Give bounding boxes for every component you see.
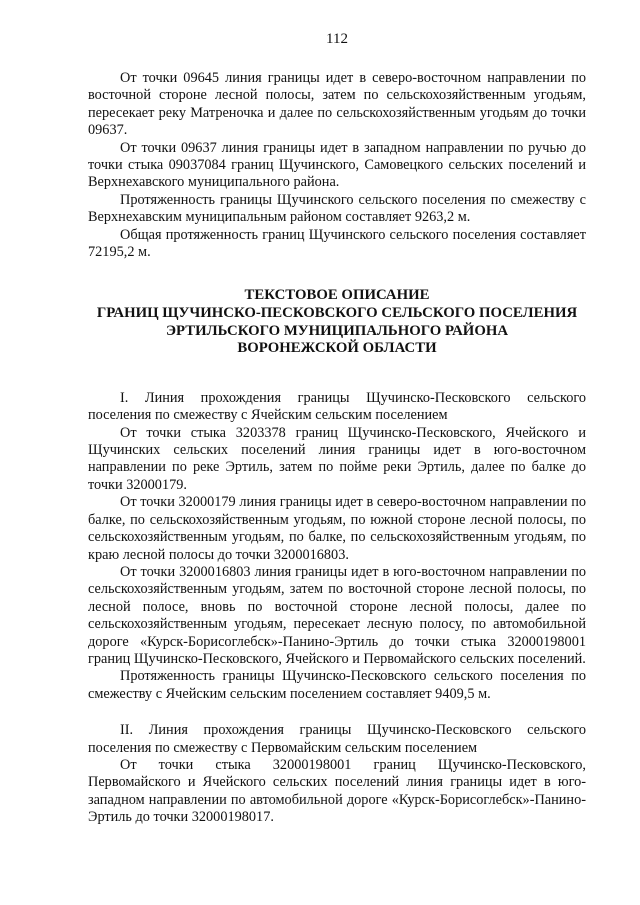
paragraph: От точки стыка 32000198001 границ Щучинско-Песковского, Первомайского и Ячейского сельских поселений линия границы идет в юго-западном направлении по автомобильной дороге «Курск-Борисоглебск»-Панино-Эртиль до точки 32000198017. [88,756,586,826]
section-1 [88,390,586,703]
paragraph: Протяженность границы Щучинского сельского поселения по смежеству с Верхнехавским муниципальным районом составляет 9263,2 м. [88,191,586,226]
heading-line: ЭРТИЛЬСКОГО МУНИЦИПАЛЬНОГО РАЙОНА [165,322,509,339]
paragraph: Общая протяженность границ Щучинского сельского поселения составляет 72195,2 м. [88,226,586,261]
section-2 [88,722,586,826]
document-page [88,30,586,827]
page-number: 112 [326,31,348,47]
paragraph: От точки 32000179 линия границы идет в северо-восточном направлении по балке, по сельскохозяйственным угодьям, по южной стороне лесной полосы, по сельскохозяйственным угодьям, по балке, по сельскохозяйственным угодьям, по краю лесной полосы до точки 3200016803. [88,494,586,563]
heading-line: ГРАНИЦ ЩУЧИНСКО-ПЕСКОВСКОГО СЕЛЬСКОГО ПОСЕЛЕНИЯ [96,305,578,322]
document-heading [88,287,586,357]
section-title: II. Линия прохождения границы Щучинско-Песковского сельского поселения по смежеству с Первомайским сельским поселением [88,722,586,756]
section-top [88,70,586,261]
paragraph: Протяженность границы Щучинско-Песковского сельского поселения по смежеству с Ячейским сельским поселением составляет 9409,5 м. [88,668,586,702]
paragraph: От точки 09637 линия границы идет в западном направлении по ручью до точки стыка 09037084 границ Щучинского, Самовецкого сельских поселений и Верхнехавского муниципального района. [88,139,586,191]
section-gap [88,703,586,722]
heading-line: ТЕКСТОВОЕ ОПИСАНИЕ [244,287,430,304]
paragraph: От точки стыка 3203378 границ Щучинско-Песковского, Ячейского и Щучинских сельских поселений линия границы идет в юго-восточном направлении по реке Эртиль, затем по пойме реки Эртиль, далее по балке до точки 32000179. [88,424,586,493]
section-title: I. Линия прохождения границы Щучинско-Песковского сельского поселения по смежеству с Ячейским сельским поселением [88,389,586,424]
heading-line: ВОРОНЕЖСКОЙ ОБЛАСТИ [237,340,437,357]
paragraph: От точки 09645 линия границы идет в северо-восточном направлении по восточной стороне лесной полосы, затем по сельскохозяйственным угодьям, пересекает реку Матреночка и далее по сельскохозяйственным угодьям до точки 09637. [88,70,586,139]
paragraph: От точки 3200016803 линия границы идет в юго-восточном направлении по сельскохозяйственным угодьям, затем по восточной стороне лесной полосы, по лесной полосе, вновь по восточной стороне лесной полосы, далее по сельскохозяйственным угодьям, пересекает лесную полосу, по автомобильной дороге «Курск-Борисоглебск»-Панино-Эртиль до точки стыка 32000198001 границ Щучинско-Песковского, Ячейского и Первомайского сельских поселений. [88,563,586,667]
